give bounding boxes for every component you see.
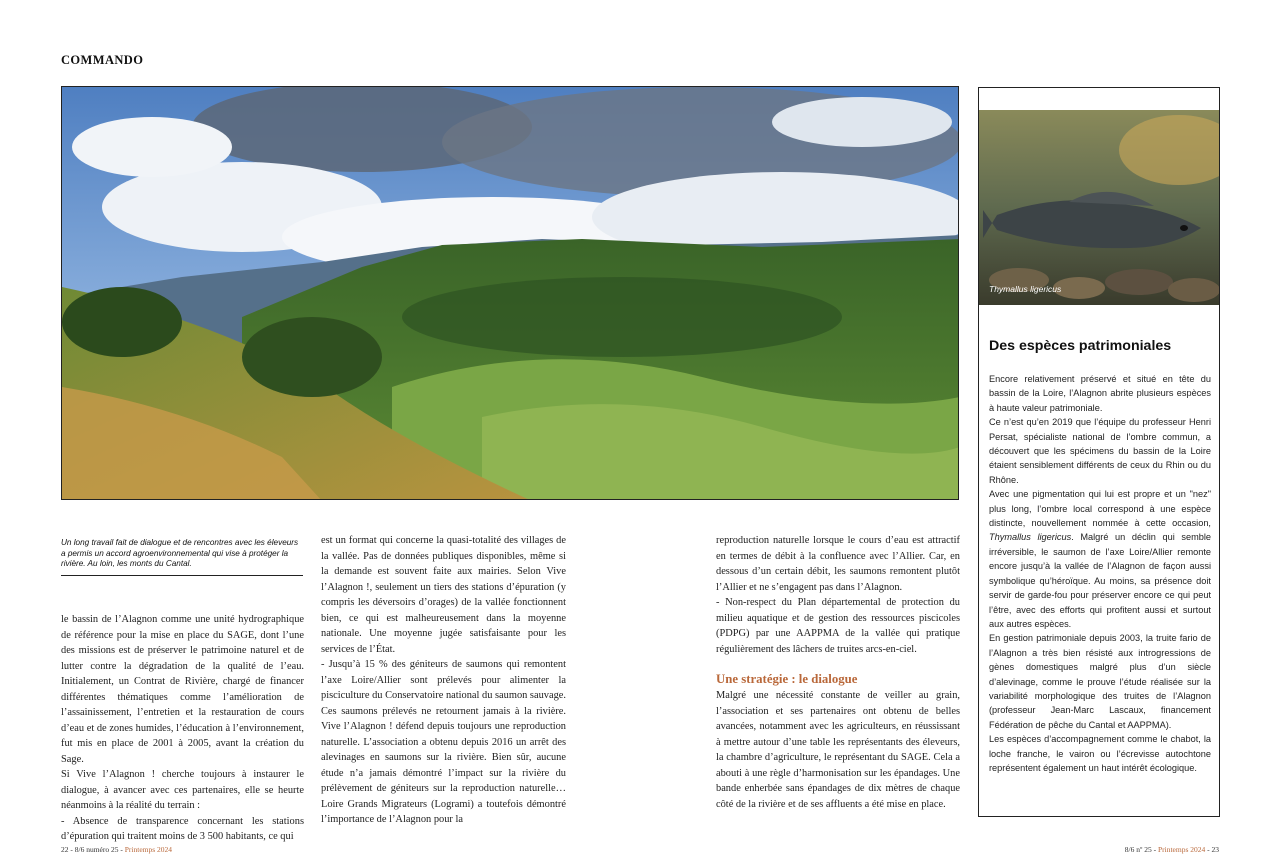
sidebar-title: Des espèces patrimoniales xyxy=(989,338,1172,354)
sidebar-box xyxy=(978,87,1220,817)
article-column-3 xyxy=(716,533,960,812)
fish-photo xyxy=(979,110,1219,305)
sidebar-body xyxy=(989,372,1211,775)
section-subheading: Une stratégie : le dialogue xyxy=(716,672,858,686)
article-column-1 xyxy=(61,612,304,845)
season-label: Printemps 2024 xyxy=(1157,845,1206,854)
sidebar-paragraph: En gestion patrimoniale depuis 2003, la truite fario de l’Alagnon a très bien résisté aux introgressions de gènes domestiques malgré plus d’un siècle d’alevinage, comme le prouve l’étude réalisée sur la variabilité morphologique des truites de l’Alagnon (professeur Jean-Marc Lascaux, financement Fédération de pêche du Cantal et AAPPMA). xyxy=(989,633,1211,730)
article-paragraph: - Absence de transparence concernant les stations d’épuration qui traitent moins de 3 500 habitants, ce qui xyxy=(61,815,304,842)
sidebar-text: Avec une pigmentation qui lui est propre et un "nez" plus long, l’ombre local correspond à une espèce distincte, nouvellement nommée à cette occasion, xyxy=(989,489,1211,529)
footer-right xyxy=(1125,845,1219,854)
article-paragraph: Malgré une nécessité constante de veiller au grain, l’association et ses partenaires ont obtenu de belles avancées, notamment avec les agriculteurs, en réussissant à mettre autour d’une table les représentants des éleveurs, la chambre d’agriculture, le représentant du SAGE. Cela a abouti à une règle d’harmonisation sur les épandages. Une bande enherbée sans épandages de dix mètres de chaque côté de la rivière et de ses affluents a été mise en place. xyxy=(716,690,960,810)
sidebar-paragraph: Ce n’est qu’en 2019 que l’équipe du professeur Henri Persat, spécialiste national de l’ombre commun, a découvert que les spécimens du bassin de la Loire étaient sensiblement différents de ceux du Rhin ou du Rhône. xyxy=(989,417,1211,485)
article-paragraph: - Jusqu’à 15 % des géniteurs de saumons qui remontent l’axe Loire/Allier sont prélevés pour alimenter la pisciculture du Conservatoire national du saumon sauvage. Ces saumons prélevés ne retournent jamais à la rivière. Vive l’Alagnon ! défend depuis toujours une reproduction naturelle. L’association a obtenu depuis 2016 un arrêt des alevinages en saumons sur la rivière. Bien sûr, aucune étude n’a jamais démontré l’impact sur la rivière du prélèvement de géniteurs sur la reproduction naturelle… Loire Grands Migrateurs (Logrami) a toutefois démontré l’importance de l’Alagnon pour la xyxy=(321,659,566,825)
article-paragraph: reproduction naturelle lorsque le cours d’eau est attractif en termes de débit à la confluence avec l’Allier. Car, en dessous d’un certain débit, les saumons remontent plutôt l’Allier et ne s’engagent pas dans l’Alagnon. xyxy=(716,535,960,593)
species-name: Thymallus ligericus xyxy=(989,532,1072,543)
page-number: - 23 xyxy=(1205,845,1219,854)
article-paragraph: Si Vive l’Alagnon ! cherche toujours à instaurer le dialogue, à avancer avec ces partenaires, elle se heurte néanmoins à la réalité du terrain : xyxy=(61,769,304,811)
season-label: Printemps 2024 xyxy=(124,845,173,854)
sidebar-paragraph: Encore relativement préservé et situé en tête du bassin de la Loire, l’Alagnon abrite plusieurs espèces à haute valeur patrimoniale. xyxy=(989,374,1211,413)
sidebar-text: . Malgré un déclin qui semble irréversible, le saumon de l’axe Loire/Allier remonte encore jusqu’à la vallée de l’Alagnon de façon aussi symbolique qu’héroïque. Au moins, sa présence doit servir de garde-fou pour préserver encore ce qui peut l’être, avec des efforts qui profitent aussi et surtout aux autres espèces. xyxy=(989,532,1211,629)
page-number: 22 - xyxy=(61,845,75,854)
sidebar-paragraph xyxy=(989,487,1211,631)
issue-label: 8/6 nº 25 - xyxy=(1124,845,1158,854)
section-tag: COMMANDO xyxy=(61,53,144,67)
article-paragraph: le bassin de l’Alagnon comme une unité hydrographique de référence pour la mise en place du SAGE, dont l’une des missions est de préserver le patrimoine naturel et de lutter contre la dégradation de la qualité de l’eau. Initialement, un Contrat de Rivière, chargé de financer différentes thématiques comme l’amélioration de l’assainissement, l’entretien et la restauration de cours d’eau et de zones humides, l’éducation à l’environnement, fut mis en place de 2001 à 2005, avant la création du Sage. xyxy=(61,614,304,765)
issue-label: 8/6 numéro 25 - xyxy=(74,845,125,854)
article-paragraph: est un format qui concerne la quasi-totalité des villages de la vallée. Pas de données publiques disponibles, même si la demande est souvent faite aux mairies. Selon Vive l’Alagnon !, seulement un tiers des stations d’épuration (y compris les déversoirs d’orages) de la vallée fonctionnent bien, ce qui est malheureusement dans la moyenne nationale. Une moyenne jugée satisfaisante pour les services de l’État. xyxy=(321,535,566,655)
article-paragraph: - Non-respect du Plan départemental de protection du milieu aquatique et de gestion des ressources piscicoles (PDPG) par une AAPPMA de la vallée qui pratique régulièrement des lâchers de truites arcs-en-ciel. xyxy=(716,597,960,655)
landscape-photo xyxy=(61,86,959,500)
fish-photo-label: Thymallus ligericus xyxy=(989,284,1062,294)
sidebar-paragraph: Les espèces d’accompagnement comme le chabot, la loche franche, le vairon ou l’écrevisse autochtone représentent également un haut intérêt écologique. xyxy=(989,734,1211,773)
photo-caption: Un long travail fait de dialogue et de rencontres avec les éleveurs a permis un accord agroenvironnemental qui vise à protéger la rivière. Au loin, les monts du Cantal. xyxy=(61,538,303,576)
article-column-2 xyxy=(321,533,566,828)
footer-left xyxy=(61,845,172,854)
